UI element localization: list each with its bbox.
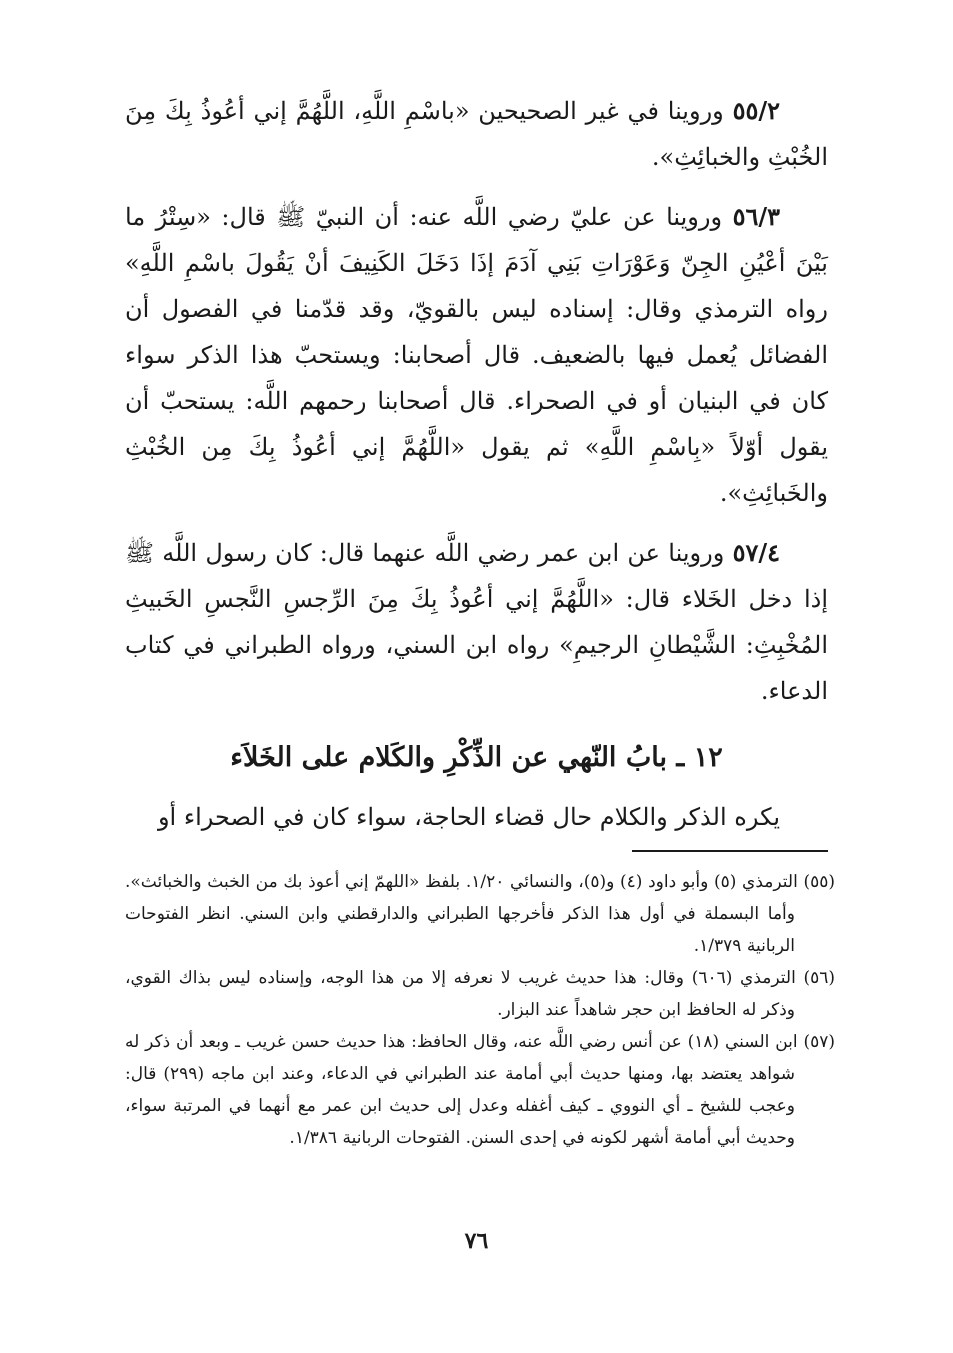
hadith-number: ٥٦/٣ <box>732 202 780 231</box>
chapter-title: ١٢ ـ بابُ النّهي عن الذِّكْرِ والكَلام على الخَلاَء <box>230 742 723 773</box>
footnote-55: (٥٥) الترمذي (٥) وأبو داود (٤) و(٥)، والنسائي ١/٢٠. بلفظ «اللهمّ إني أعوذ بك من الخبث والخبائث». وأما البسملة في أول هذا الذكر فأخرجها الطبراني والدارقطني وابن السني. انظر الفتوحات الربانية ١/٣٧٩. <box>125 872 835 956</box>
footnote-57: (٥٧) ابن السني (١٨) عن أنس رضي اللَّه عنه، وقال الحافظ: هذا حديث حسن غريب ـ وبعد أن ذكر له شواهد يعتضد بها، ومنها حديث أبي أمامة عند الطبراني في الدعاء، وعند ابن ماجه (٢٩٩) قال: وعجب للشيخ ـ أي النووي ـ كيف أغفله وعدل إلى حديث ابن عمر مع أنهما في المرتبة سواء، وحديث أبي أمامة أشهر لكونه في إحدى السنن. الفتوحات الربانية ١/٣٨٦. <box>125 1032 835 1148</box>
footnote-56: (٥٦) الترمذي (٦٠٦) وقال: هذا حديث غريب لا نعرفه إلا من هذا الوجه، وإسناده ليس بذاك القوي، وذكر له الحافظ ابن حجر شاهداً عند البزار. <box>125 968 835 1020</box>
paragraph-56 <box>125 194 828 516</box>
paragraph-57 <box>125 530 828 714</box>
footnote-divider <box>632 850 828 852</box>
paragraph-text: وروينا عن عليّ رضي اللَّه عنه: أن النبيّ ﷺ قال: «سِتْرُ ما بَيْنَ أعْيُنِ الجِنّ وَعَوْرَاتِ بَنِي آدَمَ إذَا دَخَلَ الكَنِيفَ أنْ يَقُولَ باسْمِ اللَّهِ» رواه الترمذي وقال: إسناده ليس بالقويّ، وقد قدّمنا في الفصول أن الفضائل يُعمل فيها بالضعيف. قال أصحابنا: ويستحبّ هذا الذكر سواء كان في البنيان أو في الصحراء. قال أصحابنا رحمهم اللَّه: يستحبّ أن يقول أوّلاً «بِاسْمِ اللَّهِ» ثم يقول «اللَّهُمَّ إني أعُوذُ بِكَ مِن الخُبْثِ والخَبائِثِ». <box>125 203 828 507</box>
hadith-number: ٥٧/٤ <box>732 538 780 567</box>
footnotes <box>125 866 835 1154</box>
paragraph-text: وروينا عن ابن عمر رضي اللَّه عنهما قال: كان رسول اللَّه ﷺ إذا دخل الخَلاء قال: «اللَّهُمَّ إني أعُوذُ بِكَ مِنَ الرِّجسِ النَّجسِ الخَبيثِ المُخْبِثِ: الشَّيْطانِ الرجيمِ» رواه ابن السني، ورواه الطبراني في كتاب الدعاء. <box>125 539 828 705</box>
hadith-number: ٥٥/٢ <box>732 96 780 125</box>
main-text <box>125 88 828 714</box>
paragraph-text: وروينا في غير الصحيحين «باسْمِ اللَّهِ، اللَّهُمَّ إني أعُوذُ بِكَ مِنَ الخُبْثِ والخبائِثِ». <box>125 97 828 171</box>
paragraph-55 <box>125 88 828 180</box>
page-number: ٧٦ <box>464 1228 489 1254</box>
chapter-intro: يكره الذكر والكلام حال قضاء الحاجة، سواء كان في الصحراء أو <box>157 803 780 831</box>
